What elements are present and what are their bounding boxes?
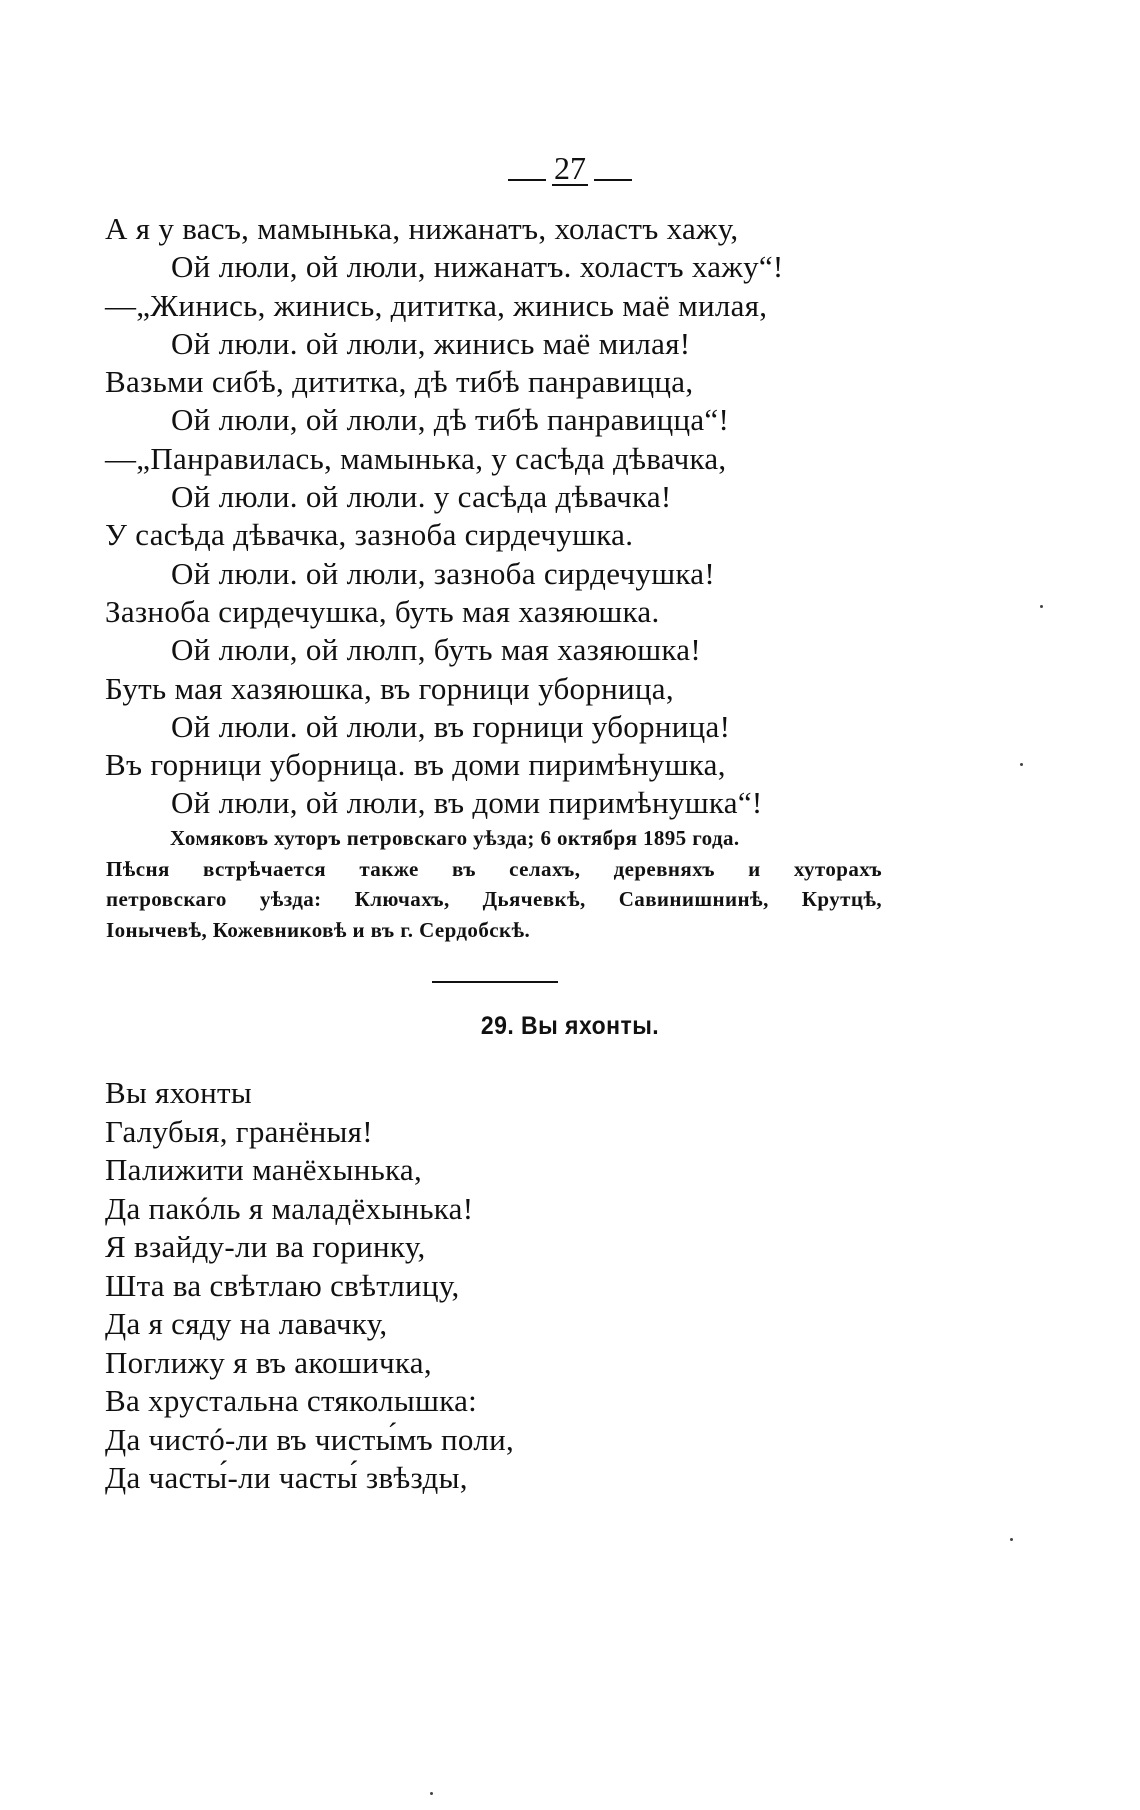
- verse-line: Зазноба сирдечушка, буть мая хазяюшка.: [105, 593, 660, 629]
- scan-speck: [430, 1792, 433, 1795]
- verse-line: Поглижу я въ акошичка,: [105, 1344, 432, 1380]
- verse-line: Ой люли, ой люли, въ доми пиримѣнушка“!: [171, 785, 763, 821]
- verse-line: Да чистó-ли въ чисты́мъ поли,: [105, 1421, 515, 1457]
- verse-line: Вазьми сибѣ, дититка, дѣ тибѣ панравицца,: [105, 364, 694, 400]
- verse-line: —„Панравилась, мамынька, у сасѣда дѣвачка,: [105, 440, 727, 476]
- verse-line: Ой люли. ой люли, въ горници уборница!: [171, 708, 731, 744]
- note-line: Іонычевѣ, Кожевниковѣ и въ г. Сердобскѣ.: [106, 917, 531, 942]
- verse-line: Ой люли, ой люлп, буть мая хазяюшка!: [171, 632, 701, 668]
- verse-line: А я у васъ, мамынька, нижанатъ, холастъ хажу,: [105, 211, 739, 246]
- verse-line: —„Жинись, жинись, дититка, жинись маё милая,: [105, 287, 768, 323]
- source-note: [106, 823, 882, 945]
- song-title: 29. Вы яхонты.: [480, 1012, 660, 1040]
- note-line: Хомяковъ хуторъ петровскаго уѣзда; 6 октября 1895 года.: [170, 826, 740, 850]
- verse-line: Въ горници уборница. въ доми пиримѣнушка,: [105, 747, 726, 783]
- note-line: петровскаго уѣзда: Ключахъ, Дьячевкѣ, Савинишнинѣ, Крутцѣ,: [106, 887, 882, 911]
- song-29-verse: [105, 1074, 514, 1498]
- verse-line: Ой люли, ой люли, дѣ тибѣ панравицца“!: [171, 402, 730, 438]
- verse-line: Я взайду-ли ва горинку,: [105, 1229, 426, 1264]
- verse-line: Да пакóль я маладёхынька!: [105, 1190, 474, 1226]
- song-28-verse: [105, 210, 784, 823]
- verse-line: Ой люли. ой люли, жинись маё милая!: [171, 325, 691, 361]
- page-number: [0, 150, 1140, 187]
- verse-line: Галубыя, гранёныя!: [105, 1113, 373, 1149]
- scan-speck: [1040, 605, 1043, 608]
- scan-speck: [1010, 1538, 1013, 1541]
- verse-line: Да я сяду на лавачку,: [105, 1306, 388, 1341]
- page-number-dash-right: [594, 179, 632, 181]
- page-number-value: 27: [554, 150, 586, 186]
- section-divider: [432, 981, 558, 983]
- verse-line: Ой люли. ой люли. у сасѣда дѣвачка!: [171, 479, 672, 515]
- page-number-dash-left: [508, 179, 546, 181]
- verse-line: Да часты́-ли часты́ звѣзды,: [105, 1460, 468, 1495]
- verse-line: Ой люли, ой люли, нижанатъ. холастъ хажу“!: [171, 249, 784, 285]
- verse-line: Шта ва свѣтлаю свѣтлицу,: [105, 1267, 460, 1303]
- verse-line: Буть мая хазяюшка, въ горници уборница,: [105, 670, 674, 706]
- verse-line: Ва хрустальна стяколышка:: [105, 1383, 478, 1418]
- note-line: Пѣсня встрѣчается также въ селахъ, деревняхъ и хуторахъ: [106, 856, 882, 881]
- verse-line: Ой люли. ой люли, зазноба сирдечушка!: [171, 555, 715, 591]
- verse-line: Вы яхонты: [105, 1075, 252, 1110]
- verse-line: Палижити манёхынька,: [105, 1152, 423, 1187]
- scan-speck: [1020, 763, 1023, 766]
- verse-line: У сасѣда дѣвачка, зазноба сирдечушка.: [105, 517, 634, 553]
